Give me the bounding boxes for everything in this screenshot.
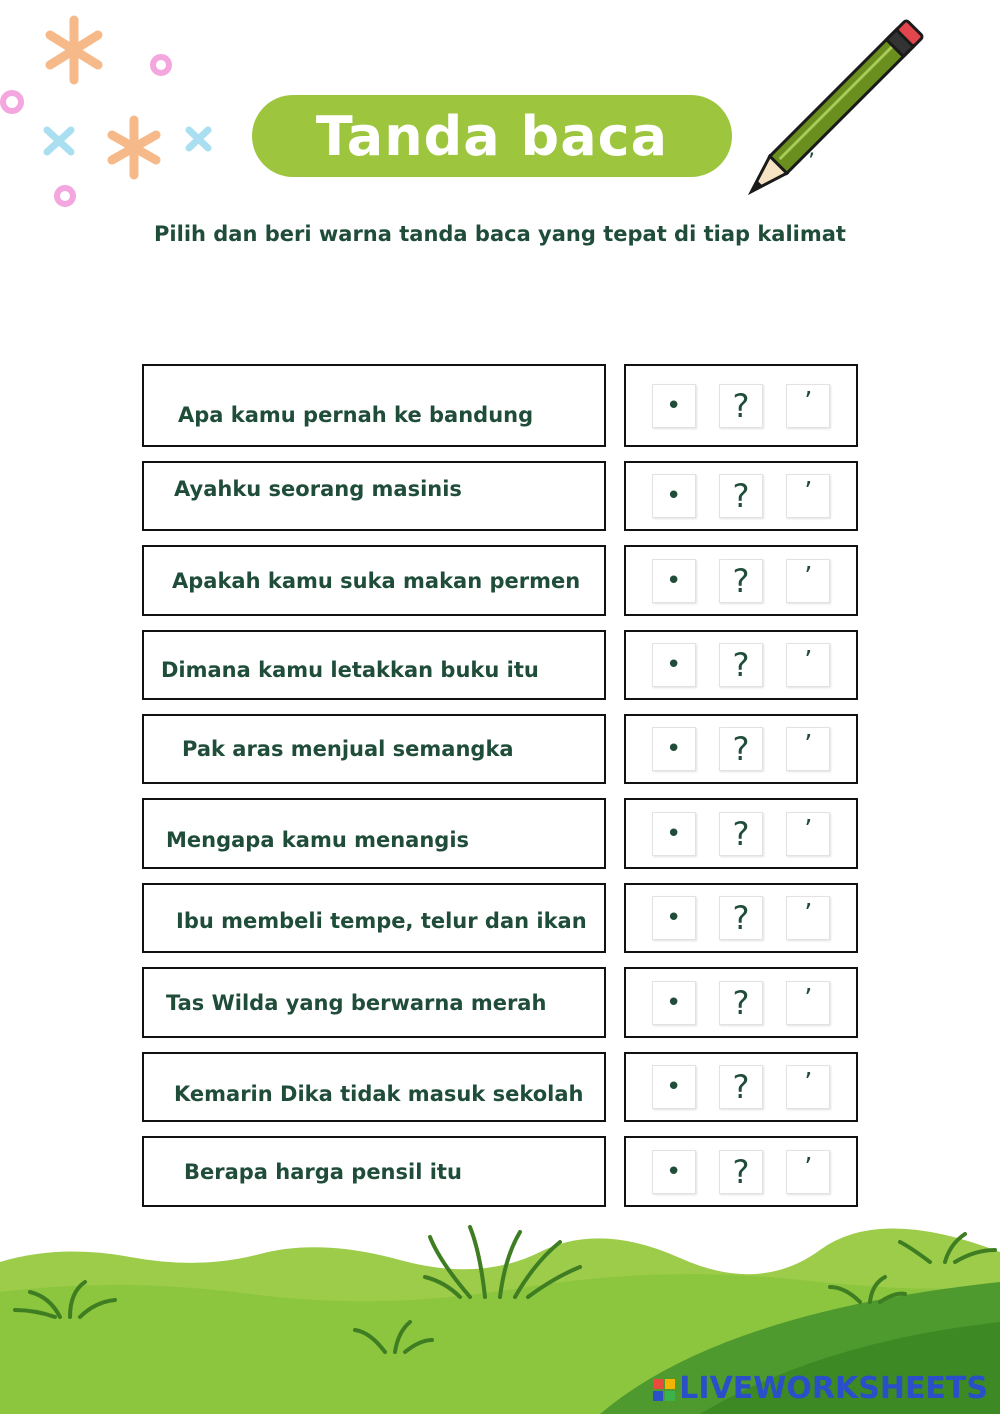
option-comma[interactable]: ’ [786, 643, 830, 687]
question-row-4 [142, 630, 858, 700]
choice-box [624, 364, 858, 447]
question-row-2 [142, 461, 858, 531]
option-question-mark[interactable]: ? [719, 981, 763, 1025]
option-question-mark[interactable]: ? [719, 727, 763, 771]
option-period[interactable]: • [652, 727, 696, 771]
option-comma[interactable]: ’ [786, 812, 830, 856]
sentence-box: Apa kamu pernah ke bandung [142, 364, 606, 447]
question-row-6 [142, 798, 858, 869]
option-period[interactable]: • [652, 474, 696, 518]
option-question-mark[interactable]: ? [719, 643, 763, 687]
option-comma[interactable]: ’ [786, 384, 830, 428]
question-row-9 [142, 1052, 858, 1122]
question-row-5 [142, 714, 858, 784]
decorative-stars [0, 10, 230, 220]
sentence-box: Tas Wilda yang berwarna merah [142, 967, 606, 1038]
choice-box [624, 1052, 858, 1122]
option-question-mark[interactable]: ? [719, 384, 763, 428]
option-comma[interactable]: ’ [786, 727, 830, 771]
sentence-box: Dimana kamu letakkan buku itu [142, 630, 606, 700]
option-comma[interactable]: ’ [786, 896, 830, 940]
liveworksheets-badge-icon [653, 1379, 675, 1401]
option-period[interactable]: • [652, 1065, 696, 1109]
sentence-box: Apakah kamu suka makan permen [142, 545, 606, 616]
option-period[interactable]: • [652, 1150, 696, 1194]
option-period[interactable]: • [652, 384, 696, 428]
option-comma[interactable]: ’ [786, 559, 830, 603]
option-comma[interactable]: ’ [786, 474, 830, 518]
question-row-8 [142, 967, 858, 1038]
choice-box [624, 1136, 858, 1207]
sentence-box: Pak aras menjual semangka [142, 714, 606, 784]
brand-text: LIVEWORKSHEETS [679, 1371, 988, 1406]
choice-box [624, 545, 858, 616]
choice-box [624, 883, 858, 953]
option-period[interactable]: • [652, 812, 696, 856]
question-row-7 [142, 883, 858, 953]
choice-box [624, 630, 858, 700]
choice-box [624, 461, 858, 531]
option-period[interactable]: • [652, 981, 696, 1025]
option-period[interactable]: • [652, 559, 696, 603]
option-question-mark[interactable]: ? [719, 1150, 763, 1194]
option-question-mark[interactable]: ? [719, 559, 763, 603]
pencil-mark: ’ [808, 150, 815, 175]
option-comma[interactable]: ’ [786, 1150, 830, 1194]
question-row-3 [142, 545, 858, 616]
option-question-mark[interactable]: ? [719, 1065, 763, 1109]
liveworksheets-logo [653, 1371, 988, 1406]
choice-box [624, 798, 858, 869]
option-question-mark[interactable]: ? [719, 896, 763, 940]
sentence-box: Ibu membeli tempe, telur dan ikan [142, 883, 606, 953]
sentence-box: Kemarin Dika tidak masuk sekolah [142, 1052, 606, 1122]
page-title: Tanda baca [315, 104, 669, 168]
option-comma[interactable]: ’ [786, 981, 830, 1025]
sentence-box: Ayahku seorang masinis [142, 461, 606, 531]
option-comma[interactable]: ’ [786, 1065, 830, 1109]
sentence-box: Mengapa kamu menangis [142, 798, 606, 869]
question-row-10 [142, 1136, 858, 1207]
question-row-1 [142, 364, 858, 447]
pencil-icon [740, 18, 925, 203]
sentence-box: Berapa harga pensil itu [142, 1136, 606, 1207]
title-banner [252, 95, 732, 177]
instruction-text: Pilih dan beri warna tanda baca yang tepat di tiap kalimat [154, 222, 846, 246]
option-question-mark[interactable]: ? [719, 474, 763, 518]
option-question-mark[interactable]: ? [719, 812, 763, 856]
choice-box [624, 714, 858, 784]
choice-box [624, 967, 858, 1038]
option-period[interactable]: • [652, 896, 696, 940]
option-period[interactable]: • [652, 643, 696, 687]
